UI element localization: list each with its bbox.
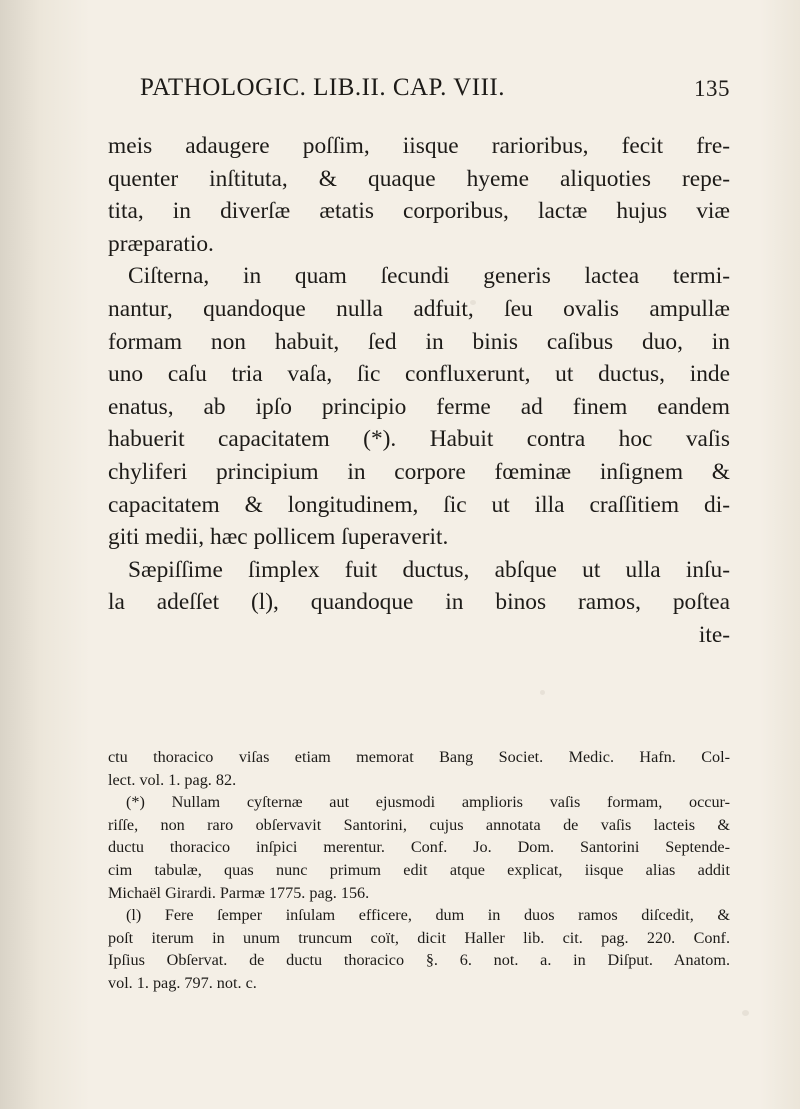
paper-spot	[742, 1010, 749, 1016]
footnote-line: (*) Nullam cyſternæ aut ejusmodi amplioris vaſis formam, occur-	[126, 793, 730, 812]
footnote-line: (l) Fere ſemper inſulam efficere, dum in duos ramos diſcedit, &	[126, 906, 730, 925]
text-line: tita, in diverſæ ætatis corporibus, lactæ hujus viæ	[108, 198, 730, 225]
footnote-line: poſt iterum in unum truncum coït, dicit Haller lib. cit. pag. 220. Conf.	[108, 928, 730, 947]
text-line: giti medii, hæc pollicem ſuperaverit.	[108, 524, 449, 551]
running-header	[140, 74, 730, 114]
text-line: enatus, ab ipſo principio ferme ad finem eandem	[108, 393, 730, 420]
footnotes	[108, 746, 730, 995]
footnote-line: Ipſius Obſervat. de ductu thoracico §. 6. not. a. in Diſput. Anatom.	[108, 951, 730, 970]
main-text	[108, 130, 730, 652]
header-title: PATHOLOGIC. LIB.II. CAP. VIII.	[140, 74, 506, 101]
footnote-line: riſſe, non raro obſervavit Santorini, cujus annotata de vaſis lacteis &	[108, 815, 730, 834]
footnote-line: ductu thoracico inſpici merentur. Conf. Jo. Dom. Santorini Septende-	[108, 838, 730, 857]
text-line: præparatio.	[108, 230, 214, 257]
footnote-line: vol. 1. pag. 797. not. c.	[108, 973, 257, 992]
footnote-line: ctu thoracico viſas etiam memorat Bang Societ. Medic. Hafn. Col-	[108, 748, 730, 766]
text-line: Sæpiſſime ſimplex fuit ductus, abſque ut ulla inſu-	[128, 556, 730, 583]
text-line: meis adaugere poſſim, iisque rarioribus, fecit fre-	[108, 133, 730, 159]
text-line: formam non habuit, ſed in binis caſibus duo, in	[108, 328, 730, 355]
text-line: uno caſu tria vaſa, ſic confluxerunt, ut ductus, inde	[108, 361, 730, 388]
footnote-line: cim tabulæ, quas nunc primum edit atque explicat, iisque alias addit	[108, 860, 730, 879]
text-line: habuerit capacitatem (*). Habuit contra hoc vaſis	[108, 426, 730, 453]
text-line: la adeſſet (l), quandoque in binos ramos, poſtea	[108, 589, 730, 616]
text-line: nantur, quandoque nulla adfuit, ſeu ovalis ampullæ	[108, 295, 730, 322]
footnote-line: lect. vol. 1. pag. 82.	[108, 770, 237, 789]
text-line: chyliferi principium in corpore fœminæ inſignem &	[108, 458, 730, 485]
text-line: capacitatem & longitudinem, ſic ut illa craſſitiem di-	[108, 491, 730, 518]
text-line: Ciſterna, in quam ſecundi generis lactea termi-	[128, 263, 730, 290]
page-number: 135	[694, 76, 730, 101]
paper-spot	[540, 690, 545, 695]
footnote-line: Michaël Girardi. Parmæ 1775. pag. 156.	[108, 883, 370, 902]
text-line: quenter inſtituta, & quaque hyeme aliquoties repe-	[108, 165, 730, 192]
catchword: ite-	[698, 621, 730, 648]
